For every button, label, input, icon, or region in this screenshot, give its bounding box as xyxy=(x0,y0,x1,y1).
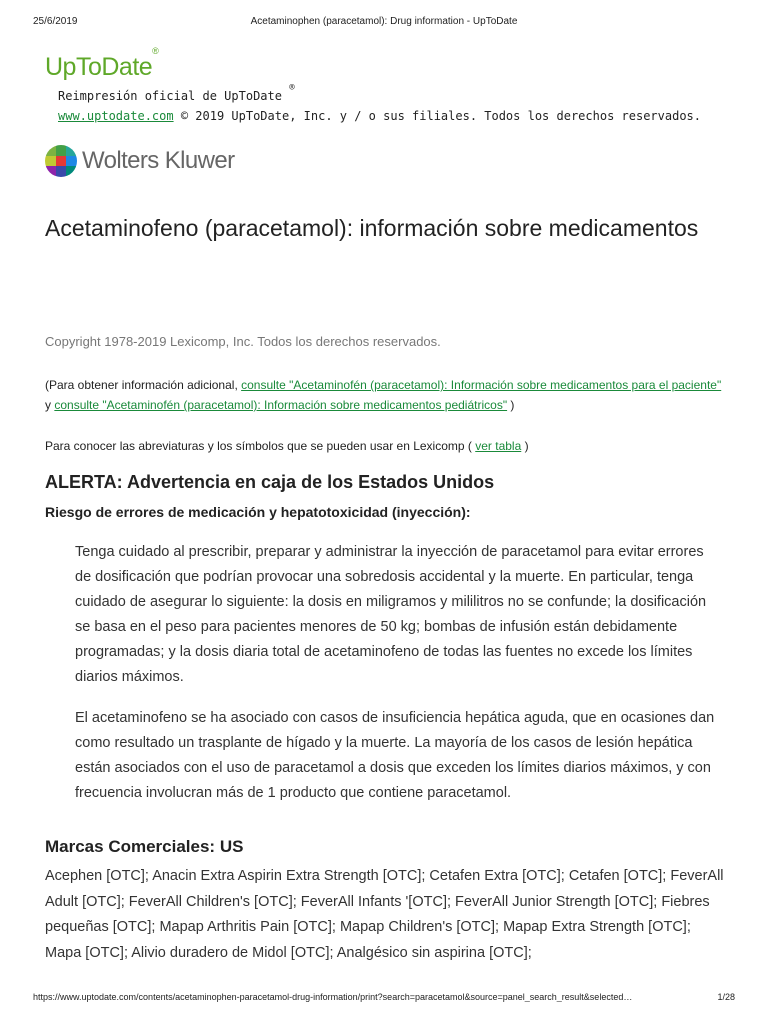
lexicomp-copyright: Copyright 1978-2019 Lexicomp, Inc. Todos los derechos reservados. xyxy=(45,334,441,349)
info-suffix: ) xyxy=(507,398,515,412)
alert-paragraph: El acetaminofeno se ha asociado con casos de insuficiencia hepática aguda, que en ocasiones dan como resultado un trasplante de hígado y la muerte. La mayoría de los casos de lesión hepática están asociados con el uso de paracetamol a dosis que exceden los límites diarios máximos, y con frecuencia involucran más de 1 producto que contiene paracetamol. xyxy=(75,710,715,801)
reprint-notice xyxy=(58,83,701,126)
page-number: 1/28 xyxy=(717,992,735,1002)
wolters-kluwer-logo-icon xyxy=(45,145,77,177)
abbrev-suffix: ) xyxy=(521,439,529,453)
document-title: Acetaminofeno (paracetamol): información sobre medicamentos xyxy=(45,215,699,241)
wolters-kluwer-logo xyxy=(45,143,235,179)
reprint-label: Reimpresión oficial de UpToDate xyxy=(58,89,282,103)
info-mid: y xyxy=(45,398,55,412)
uptodate-link[interactable]: www.uptodate.com xyxy=(58,109,174,123)
abbrev-text: Para conocer las abreviaturas y los símbolos que se pueden usar en Lexicomp ( xyxy=(45,439,476,453)
reprint-line xyxy=(58,83,701,106)
print-header xyxy=(0,16,768,32)
reprint-registered-mark: ® xyxy=(289,83,295,93)
info-prefix: (Para obtener información adicional, xyxy=(45,378,242,392)
uptodate-logo-text: UpToDate xyxy=(45,53,153,81)
reprint-rights: © 2019 UpToDate, Inc. y / o sus filiales. Todos los derechos reservados. xyxy=(180,109,701,123)
print-url: https://www.uptodate.com/contents/acetaminophen-paracetamol-drug-information/print?search=paracetamol&source=panel_search_result&selected… xyxy=(33,992,633,1002)
print-date: 25/6/2019 xyxy=(33,16,78,27)
copyright-line xyxy=(58,106,701,126)
patient-info-link[interactable]: consulte "Acetaminofén (paracetamol): Información sobre medicamentos para el paciente" xyxy=(241,378,722,392)
uptodate-logo[interactable] xyxy=(45,45,159,82)
brands-list: Acephen [OTC]; Anacin Extra Aspirin Extra Strength [OTC]; Cetafen Extra [OTC]; Cetafen [OTC]; FeverAll Adult [OTC]; FeverAll Children's [OTC]; FeverAll Infants '[OTC]; FeverAll Junior Strength [OTC]; Fiebres pequeñas [OTC]; Mapap Arthritis Pain [OTC]; Mapap Children's [OTC]; Mapap Extra Strength [OTC]; Mapa [OTC]; Alivio duradero de Midol [OTC]; Analgésico sin aspirina [OTC]; xyxy=(45,868,724,961)
pediatric-info-link[interactable]: consulte "Acetaminofén (paracetamol): Información sobre medicamentos pediátricos" xyxy=(54,398,508,412)
alert-paragraph: Tenga cuidado al prescribir, preparar y administrar la inyección de paracetamol para evitar errores de dosificación que podrían provocar una sobredosis accidental y la muerte. En particular, tenga cuidado de asegurar lo siguiente: la dosis en miligramos y mililitros no se confunde; la dosificación se basa en el peso para pacientes menores de 50 kg; bombas de infusión están debidamente programadas; y la dosis diaria total de acetaminofeno de todas las fuentes no excede los límites diarios máximos. xyxy=(75,544,707,685)
print-footer xyxy=(0,992,768,1008)
alert-heading: ALERTA: Advertencia en caja de los Estados Unidos xyxy=(45,472,495,492)
additional-info xyxy=(45,375,725,415)
wolters-kluwer-name: Wolters Kluwer xyxy=(82,147,235,174)
view-table-link[interactable]: ver tabla xyxy=(475,439,522,453)
alert-subheading: Riesgo de errores de medicación y hepatotoxicidad (inyección): xyxy=(45,504,471,520)
brands-heading: Marcas Comerciales: US xyxy=(45,837,244,856)
print-page-title: Acetaminophen (paracetamol): Drug information - UpToDate xyxy=(250,16,518,27)
abbreviations-note xyxy=(45,436,529,456)
registered-mark: ® xyxy=(152,45,159,56)
